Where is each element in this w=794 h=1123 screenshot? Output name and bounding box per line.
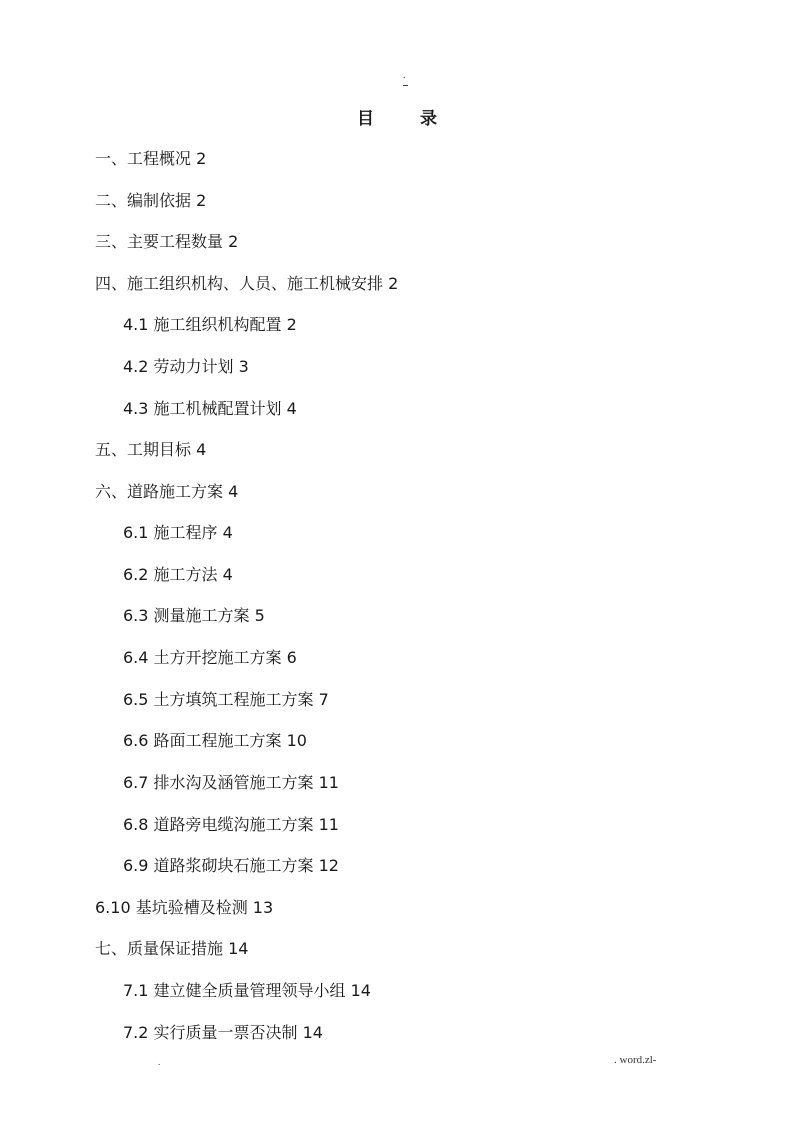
toc-entry[interactable]: 七、质量保证措施 14: [95, 939, 249, 958]
toc-entry[interactable]: 6.8 道路旁电缆沟施工方案 11: [123, 815, 339, 834]
toc-entry[interactable]: 6.7 排水沟及涵管施工方案 11: [123, 773, 339, 792]
toc-entry[interactable]: 三、主要工程数量 2: [95, 232, 239, 251]
toc-entry[interactable]: 4.3 施工机械配置计划 4: [123, 399, 297, 418]
toc-entry[interactable]: 一、工程概况 2: [95, 149, 207, 168]
toc-entry[interactable]: 6.6 路面工程施工方案 10: [123, 731, 307, 750]
toc-entry[interactable]: 7.2 实行质量一票否决制 14: [123, 1023, 323, 1042]
toc-entry[interactable]: 4.1 施工组织机构配置 2: [123, 315, 297, 334]
toc-entry[interactable]: 6.5 土方填筑工程施工方案 7: [123, 690, 329, 709]
toc-entry[interactable]: 6.4 土方开挖施工方案 6: [123, 648, 297, 667]
toc-entry[interactable]: 6.1 施工程序 4: [123, 523, 233, 542]
toc-entry[interactable]: 四、施工组织机构、人员、施工机械安排 2: [95, 274, 399, 293]
header-mark: .: [403, 70, 406, 81]
toc-entry[interactable]: 6.2 施工方法 4: [123, 565, 233, 584]
toc-entry[interactable]: 五、工期目标 4: [95, 440, 207, 459]
toc-entry[interactable]: 6.3 测量施工方案 5: [123, 606, 265, 625]
toc-entry[interactable]: 4.2 劳动力计划 3: [123, 357, 249, 376]
toc-entry[interactable]: 六、道路施工方案 4: [95, 482, 239, 501]
toc-entry[interactable]: 6.10 基坑验槽及检测 13: [95, 898, 274, 917]
toc-entry[interactable]: 二、编制依据 2: [95, 191, 207, 210]
toc-title: 目 录: [357, 109, 457, 129]
footer-left-mark: .: [158, 1057, 161, 1067]
toc-entry[interactable]: 7.1 建立健全质量管理领导小组 14: [123, 981, 371, 1000]
toc-entry[interactable]: 6.9 道路浆砌块石施工方案 12: [123, 856, 339, 875]
footer-watermark-text: . word.zl-: [614, 1054, 657, 1066]
